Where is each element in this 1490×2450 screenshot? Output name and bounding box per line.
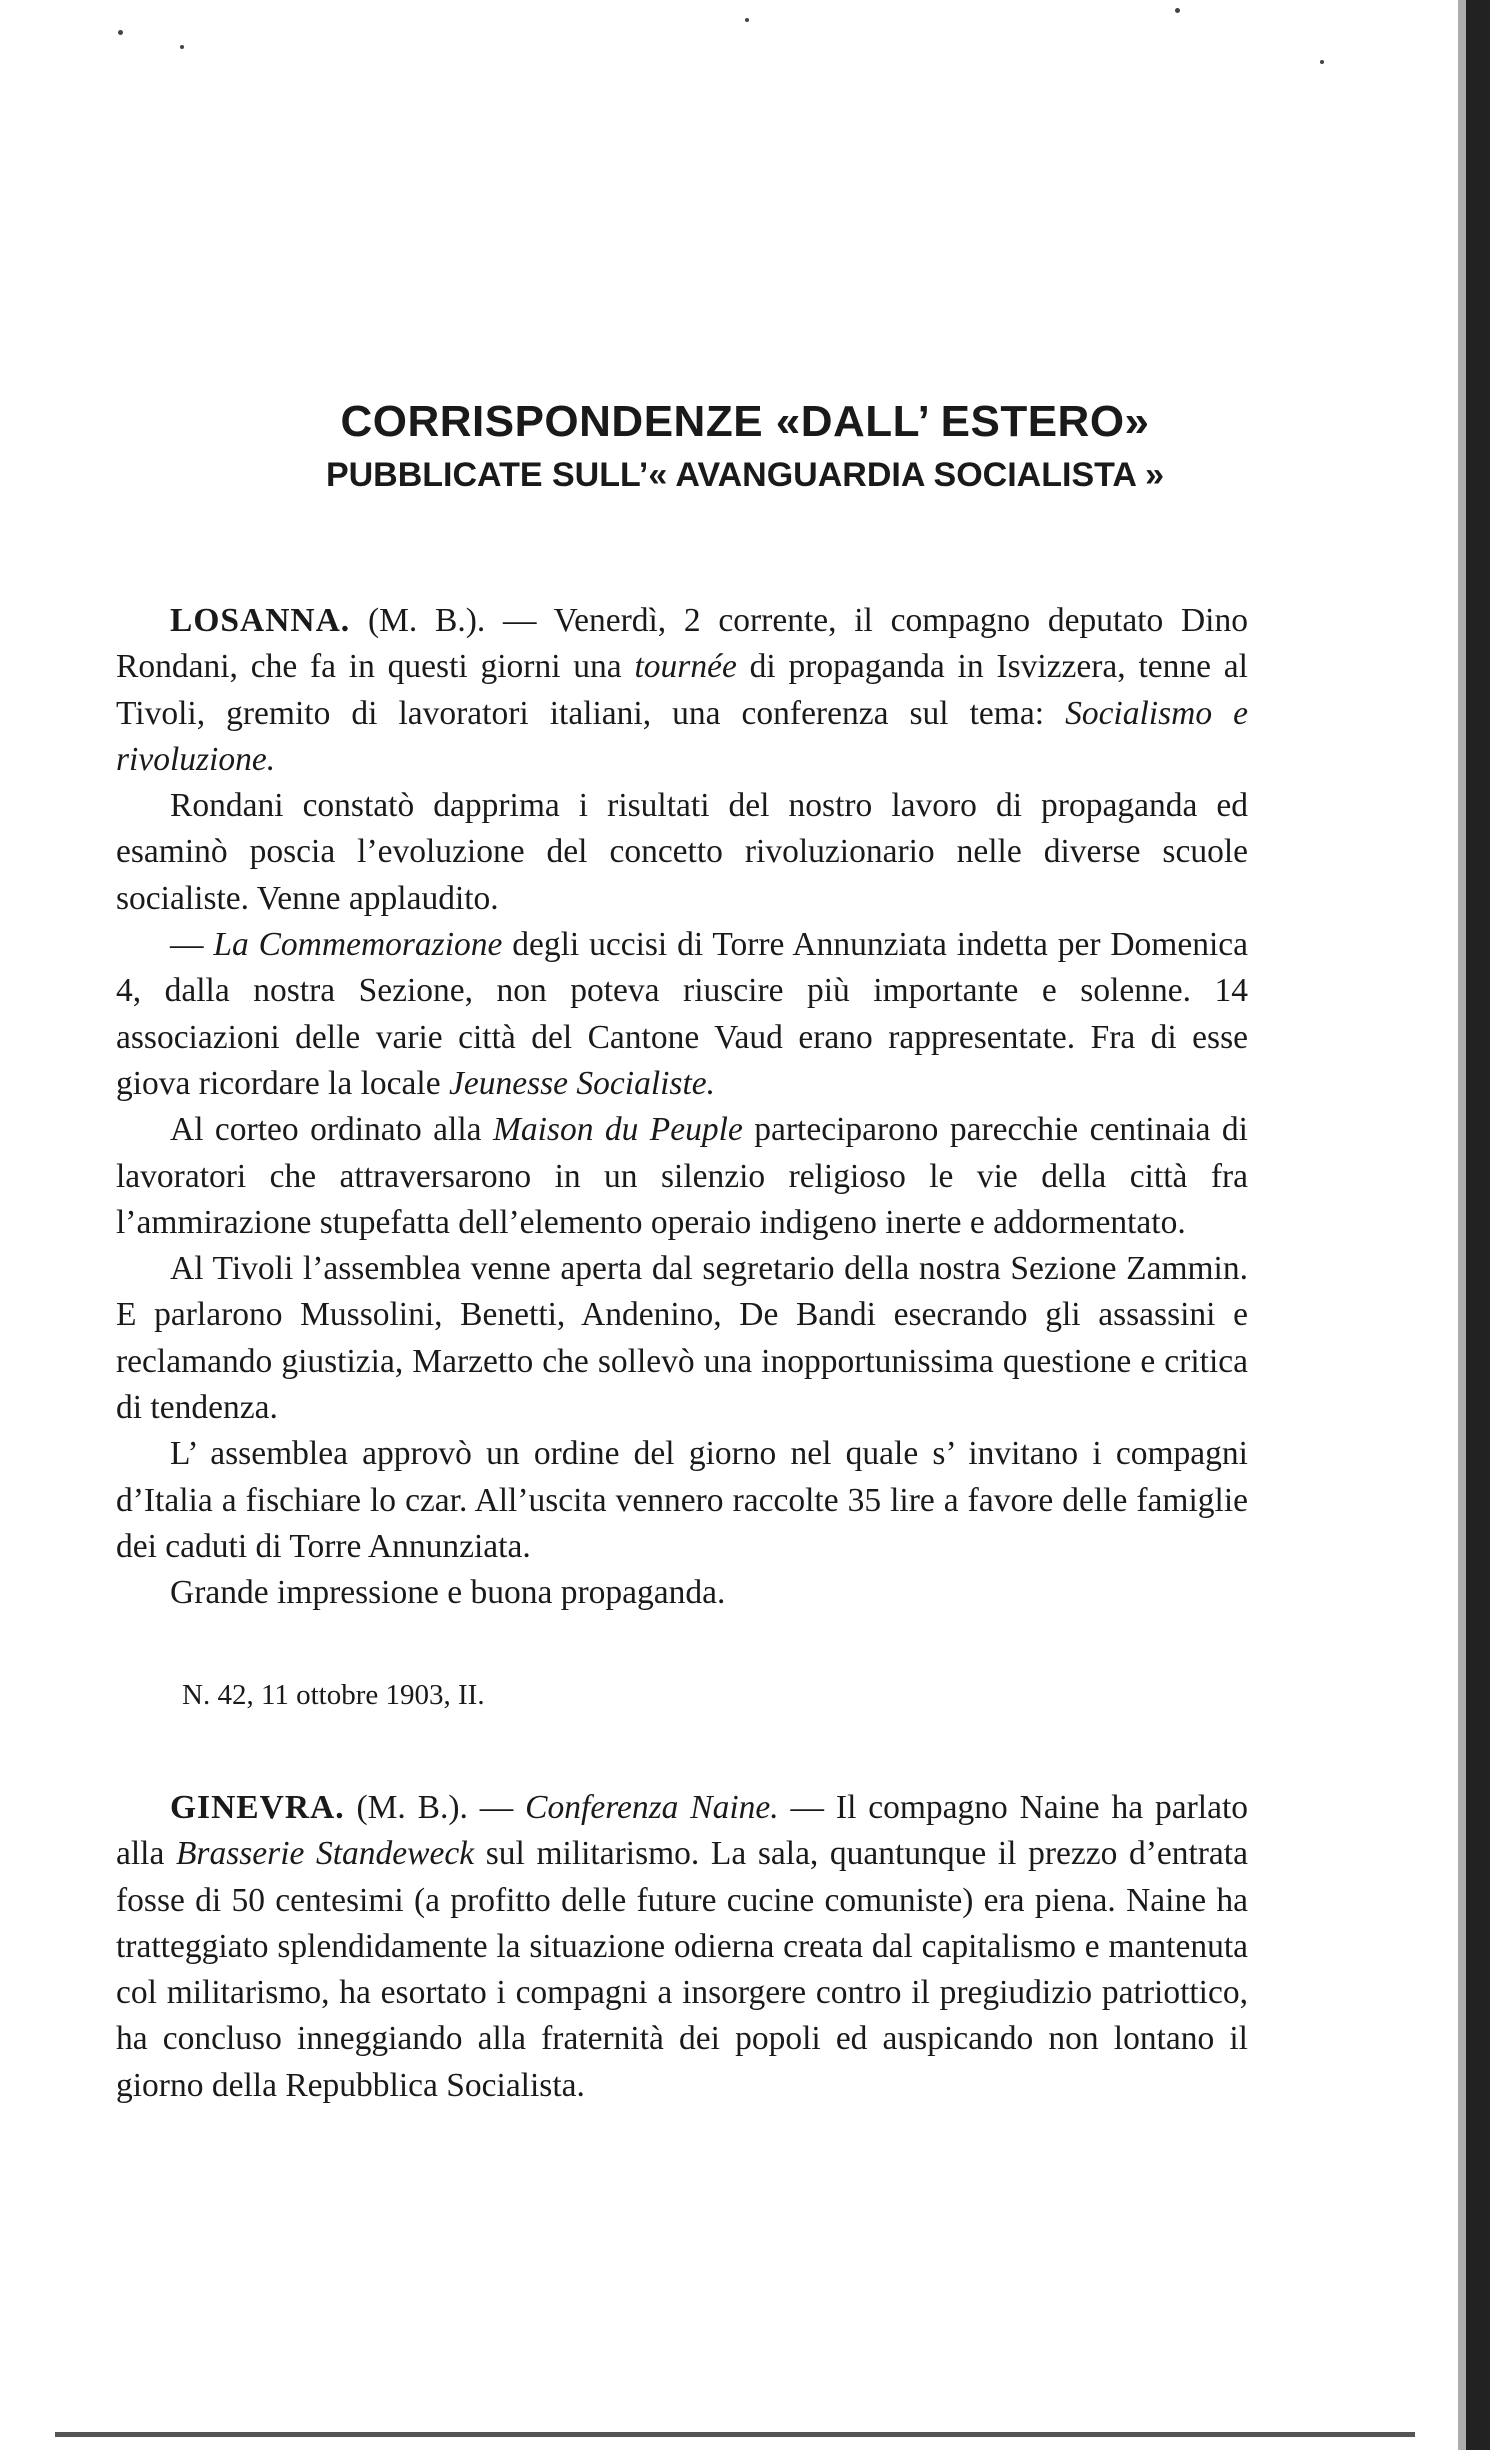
- paragraph: L’ assemblea approvò un ordine del giorno nel quale s’ invitano i compagni d’Italia a fischiare lo czar. All’uscita vennero raccolte 35 lire a favore delle famiglie dei caduti di Torre Annunziata.: [116, 1435, 1248, 1565]
- dateline-author: (M. B.).: [367, 602, 486, 639]
- paragraph: Grande impressione e buona propaganda.: [170, 1574, 726, 1612]
- dateline-place: GINEVRA.: [170, 1789, 345, 1826]
- scan-speck: [180, 45, 184, 49]
- scan-speck: [1175, 8, 1180, 13]
- text-run: Al corteo ordinato alla: [170, 1111, 493, 1149]
- scan-speck: [745, 18, 749, 22]
- paragraph: [116, 922, 1248, 1107]
- page-subtitle: PUBBLICATE SULL’« AVANGUARDIA SOCIALISTA »: [325, 456, 1165, 494]
- text-run: di propaganda in Isvizzera, tenne al Tivoli, gremito di lavoratori italiani, una conferenza sul tema:: [116, 648, 1248, 732]
- page-title: CORRISPONDENZE «DALL’ ESTERO»: [340, 397, 1150, 446]
- paragraph: [116, 1107, 1248, 1246]
- text-run: —: [170, 926, 214, 964]
- scan-speck: [1320, 60, 1324, 64]
- italic-text: Socialismo e rivoluzione.: [116, 694, 1248, 778]
- text-run: sul militarismo. La sala, quantunque il prezzo d’entrata fosse di 50 centesimi (a profitto delle future cucine comuniste) era piena. Naine ha tratteggiato splendidamente la situazione odierna creata dal capitalismo e mantenuta col militarismo, ha esortato i compagni a insorgere contro il pregiudizio patriottico, ha concluso inneggiando alla fraternità dei popoli ed auspicando non lontano il giorno della Repubblica Socialista.: [116, 1835, 1248, 2104]
- text-run: degli uccisi di Torre Annunziata indetta per Domenica 4, dalla nostra Sezione, non poteva riuscire più importante e solenne. 14 associazioni delle varie città del Cantone Vaud erano rappresentate. Fra di esse giova ricordare la locale: [116, 926, 1248, 1102]
- italic-text: Conferenza Naine.: [525, 1789, 779, 1826]
- italic-text: Brasserie Standeweck: [175, 1835, 475, 1873]
- italic-text: La Commemorazione: [213, 926, 503, 964]
- italic-text: tournée: [634, 648, 737, 686]
- text-run: —: [467, 1789, 526, 1826]
- issue-citation: N. 42, 11 ottobre 1903, II.: [182, 1679, 485, 1711]
- article-ginevra: [116, 1785, 1248, 2109]
- paragraph: Al Tivoli l’assemblea venne aperta dal segretario della nostra Sezione Zammin. E parlarono Mussolini, Benetti, Andenino, De Bandi esecrando gli assassini e reclamando giustizia, Marzetto che sollevò una inopportunissima questione e critica di tendenza.: [116, 1250, 1248, 1427]
- scan-edge-gradient: [1458, 0, 1466, 2450]
- italic-text: Jeunesse Socialiste.: [448, 1064, 716, 1102]
- italic-text: Maison du Peuple: [492, 1111, 743, 1149]
- article-losanna: [116, 598, 1248, 1617]
- text-run: — Venerdì, 2 corrente, il compagno deputato Dino Rondani, che fa in questi giorni una: [116, 602, 1248, 686]
- text-run: parteciparono parecchie centinaia di lavoratori che attraversarono in un silenzio religioso le vie della città fra l’ammirazione stupefatta dell’elemento operaio indigeno inerte e addormentato.: [116, 1111, 1248, 1241]
- scan-edge-shadow: [1466, 0, 1490, 2450]
- page-header: [0, 395, 1490, 501]
- paragraph: [116, 598, 1248, 783]
- dateline-place: LOSANNA.: [170, 602, 351, 639]
- text-run: — Il compagno Naine ha parlato alla: [116, 1789, 1249, 1873]
- scan-bottom-edge: [55, 2432, 1415, 2437]
- scan-speck: [118, 30, 123, 35]
- paragraph: Rondani constatò dapprima i risultati del nostro lavoro di propaganda ed esaminò poscia l’evoluzione del concetto rivoluzionario nelle diverse scuole socialiste. Venne applaudito.: [116, 787, 1248, 917]
- dateline-author: (M. B.).: [356, 1789, 468, 1826]
- paragraph: [116, 1785, 1248, 2109]
